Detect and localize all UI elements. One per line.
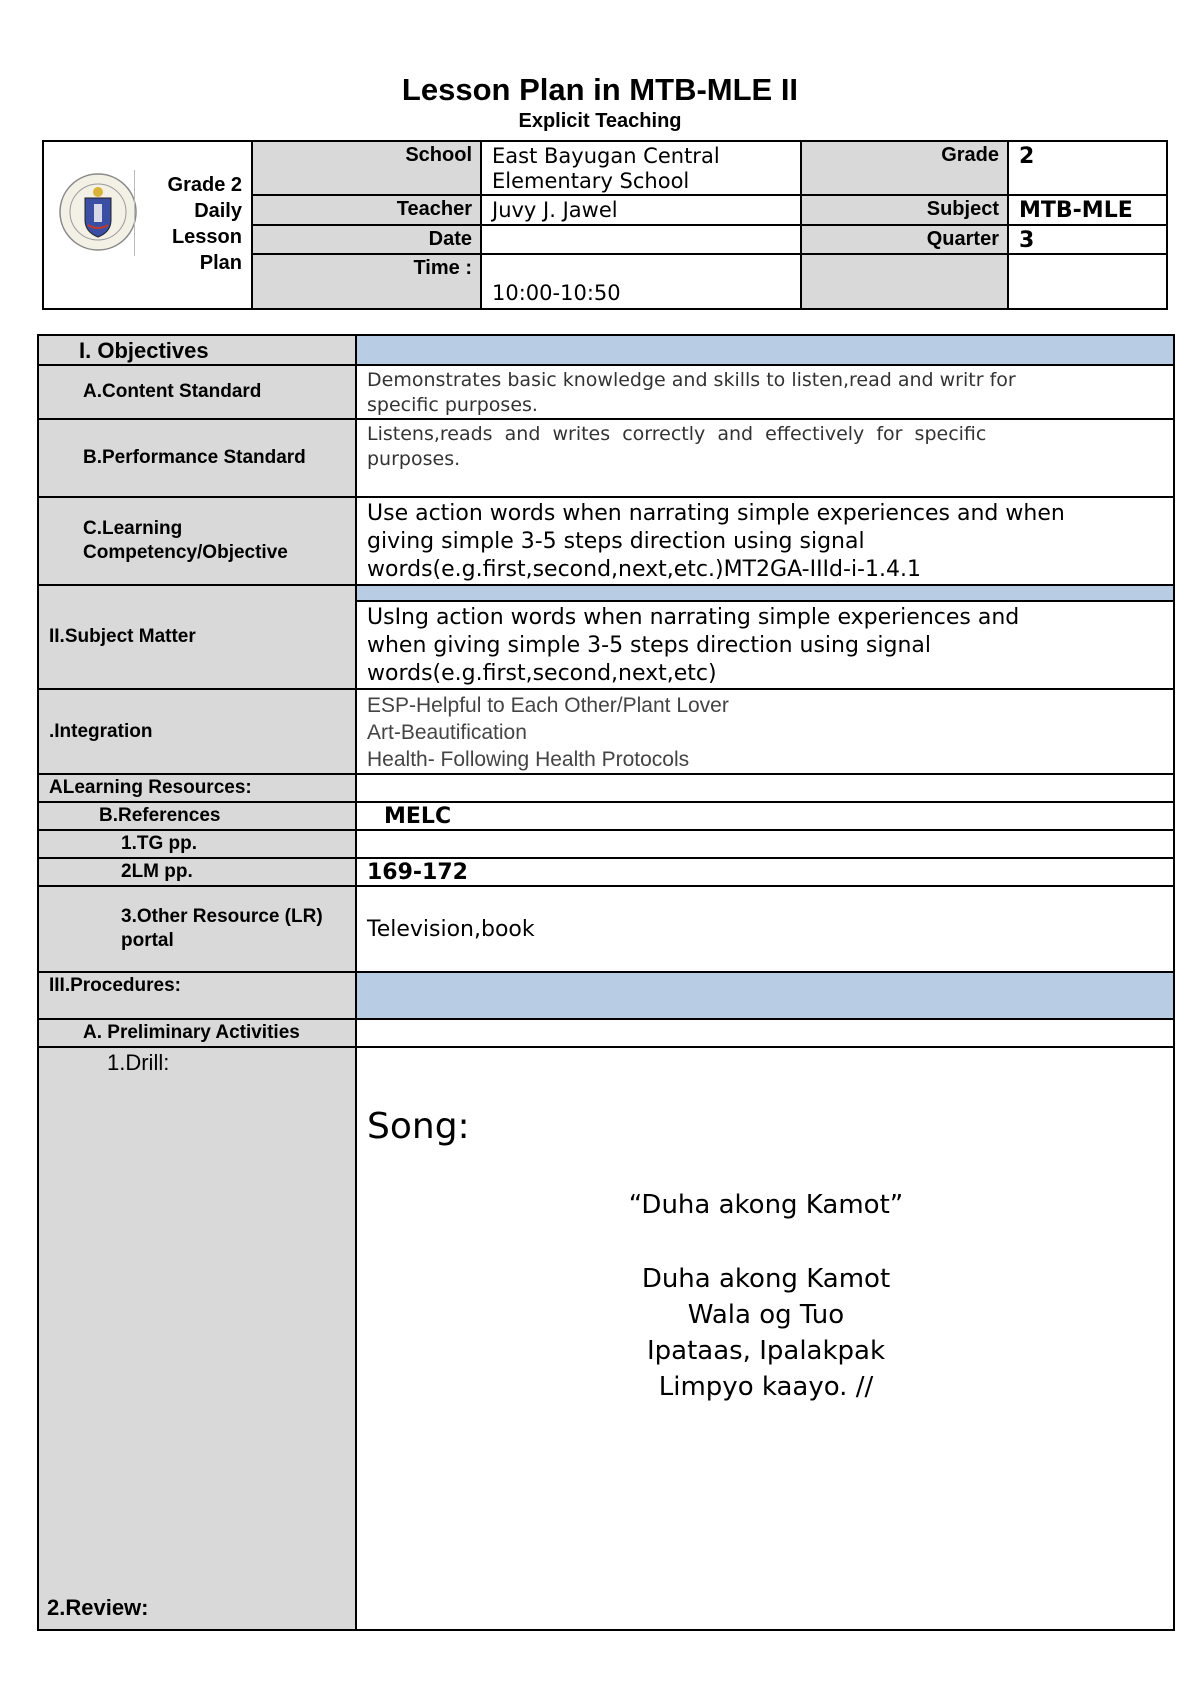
subject-matter-divider — [356, 585, 1174, 601]
integration-item: Health- Following Health Protocols — [367, 748, 690, 771]
grade-daily-lesson-plan: Grade 2 Daily Lesson Plan — [167, 174, 242, 274]
time-label: Time : — [252, 254, 481, 309]
procedures-heading-fill — [356, 972, 1174, 1019]
date-label: Date — [252, 225, 481, 254]
header-table — [42, 140, 1168, 310]
learning-competency-value: Use action words when narrating simple experiences and when giving simple 3-5 steps direction using signal words(e.g.first,second,next,etc.)MT2GA-IIId-i-1.4.1 — [356, 497, 1174, 585]
logo-block — [43, 141, 252, 309]
time-value: 10:00-10:50 — [481, 254, 801, 309]
integration-item: ESP-Helpful to Each Other/Plant Lover — [367, 694, 729, 717]
subject-matter-value: UsIng action words when narrating simple experiences and when giving simple 3-5 steps direction using signal words(e.g.first,second,next,etc) — [356, 601, 1174, 689]
drill-review-label-cell — [38, 1047, 356, 1630]
integration-item: Art-Beautification — [367, 721, 527, 744]
song-line: Limpyo kaayo. // — [658, 1372, 874, 1402]
school-value: East Bayugan Central Elementary School — [481, 141, 801, 195]
references-value: MELC — [356, 802, 1174, 830]
performance-standard-value: Listens,reads and writes correctly and effectively for specific purposes. — [356, 419, 1174, 497]
grade-value: 2 — [1008, 141, 1167, 195]
drill-label: 1.Drill: — [107, 1050, 170, 1075]
lesson-plan-table — [37, 334, 1175, 1631]
integration-label: .Integration — [38, 689, 356, 774]
integration-value — [356, 689, 1174, 774]
other-resource-value: Television,book — [356, 886, 1174, 972]
references-label: B.References — [38, 802, 356, 830]
date-value — [481, 225, 801, 254]
preliminary-activities-value — [356, 1019, 1174, 1047]
learning-competency-label: C.Learning Competency/Objective — [38, 497, 356, 585]
subject-value: MTB-MLE — [1008, 195, 1167, 225]
procedures-heading: III.Procedures: — [38, 972, 356, 1019]
objectives-heading: I. Objectives — [38, 335, 356, 365]
page-subtitle: Explicit Teaching — [518, 110, 682, 132]
review-label: 2.Review: — [47, 1595, 149, 1620]
content-standard-label: A.Content Standard — [38, 365, 356, 419]
subject-label: Subject — [801, 195, 1008, 225]
empty-label-cell — [801, 254, 1008, 309]
tg-pages-value — [356, 830, 1174, 858]
song-line: Duha akong Kamot — [641, 1264, 891, 1294]
lm-pages-value: 169-172 — [356, 858, 1174, 886]
song-line: Ipataas, Ipalakpak — [646, 1336, 886, 1366]
teacher-label: Teacher — [252, 195, 481, 225]
subject-matter-label: II.Subject Matter — [38, 585, 356, 689]
objectives-heading-fill — [356, 335, 1174, 365]
song-title: “Duha akong Kamot” — [628, 1190, 904, 1220]
other-resource-label: 3.Other Resource (LR) portal — [38, 886, 356, 972]
content-standard-value: Demonstrates basic knowledge and skills to listen,read and writr for specific purposes. — [356, 365, 1174, 419]
tg-pages-label: 1.TG pp. — [38, 830, 356, 858]
school-label: School — [252, 141, 481, 195]
learning-resources-value — [356, 774, 1174, 802]
quarter-value: 3 — [1008, 225, 1167, 254]
quarter-label: Quarter — [801, 225, 1008, 254]
lm-pages-label: 2LM pp. — [38, 858, 356, 886]
teacher-value: Juvy J. Jawel — [481, 195, 801, 225]
page-title: Lesson Plan in MTB-MLE II — [401, 72, 799, 107]
grade-label: Grade — [801, 141, 1008, 195]
learning-resources-label: ALearning Resources: — [38, 774, 356, 802]
logo-divider — [134, 170, 135, 256]
performance-standard-label: B.Performance Standard — [38, 419, 356, 497]
song-lyrics — [357, 1261, 1174, 1405]
song-heading: Song: — [367, 1106, 470, 1147]
song-cell — [356, 1047, 1174, 1630]
empty-value-cell — [1008, 254, 1167, 309]
deped-seal-icon — [58, 172, 138, 252]
preliminary-activities-label: A. Preliminary Activities — [38, 1019, 356, 1047]
song-line: Wala og Tuo — [687, 1300, 845, 1330]
